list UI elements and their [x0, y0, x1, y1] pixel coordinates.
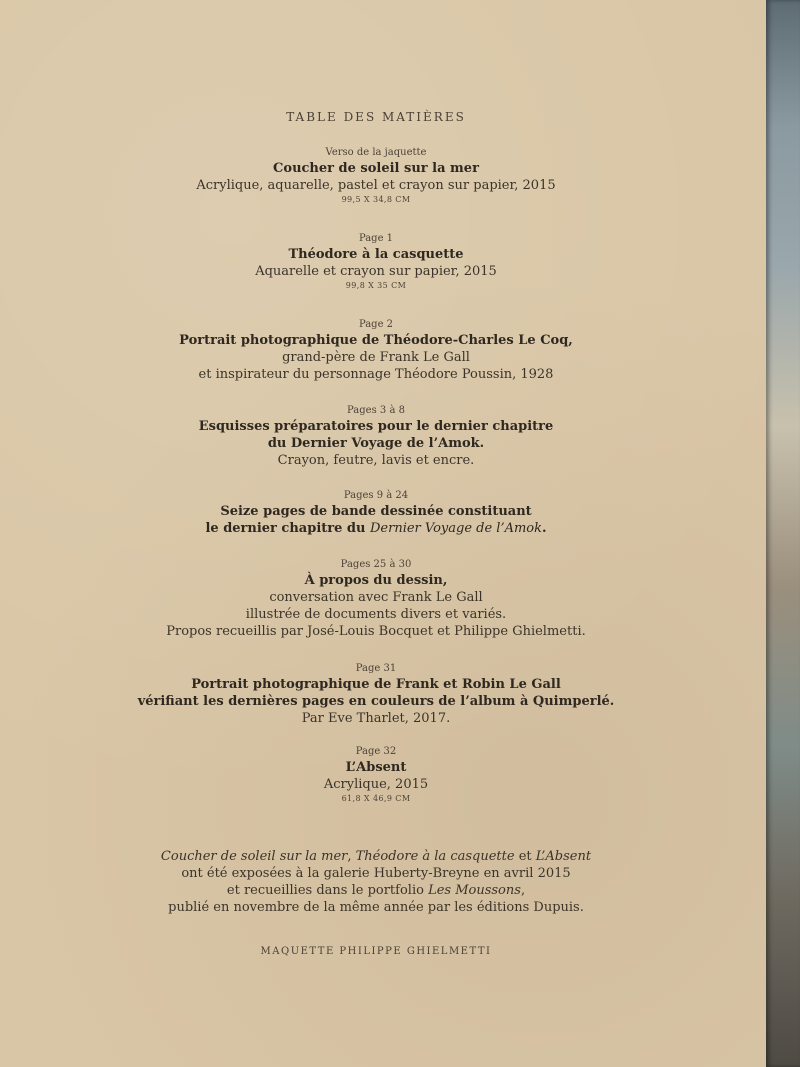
entry-page-label: Pages 3 à 8	[347, 405, 405, 416]
toc-entry	[0, 558, 752, 640]
entry-description: conversation avec Frank Le Gall	[269, 590, 483, 605]
entry-page-label: Page 2	[358, 319, 394, 330]
entry-description: grand-père de Frank Le Gall	[282, 350, 470, 365]
entry-dimensions: 61,8 X 46,9 CM	[341, 794, 411, 803]
entry-description: Aquarelle et crayon sur papier, 2015	[255, 264, 497, 279]
entry-title	[0, 520, 752, 537]
entry-title: Théodore à la casquette	[288, 247, 464, 262]
entry-title: L’Absent	[345, 760, 407, 775]
credits-paragraph	[0, 848, 752, 916]
entry-title: Esquisses préparatoires pour le dernier chapitre	[198, 419, 554, 434]
toc-entry	[0, 404, 752, 469]
credits-line	[0, 882, 752, 899]
entry-title-italic: Dernier Voyage de l’Amok	[369, 521, 543, 536]
toc-entry	[0, 745, 752, 805]
entry-title: du Dernier Voyage de l’Amok.	[267, 436, 485, 451]
entry-description: Acrylique, 2015	[323, 777, 429, 792]
toc-entry	[0, 146, 752, 206]
artwork-title: Coucher de soleil sur la mer	[160, 849, 348, 864]
layout-credit: MAQUETTE PHILIPPE GHIELMETTI	[260, 946, 492, 957]
entry-page-label: Page 1	[358, 233, 394, 244]
credits-text: et	[514, 849, 536, 864]
entry-page-label: Page 31	[355, 663, 397, 674]
entry-description: illustrée de documents divers et variés.	[245, 607, 507, 622]
entry-page-label: Verso de la jaquette	[325, 147, 427, 158]
entry-title: Coucher de soleil sur la mer	[273, 161, 479, 176]
entry-title: À propos du dessin,	[304, 573, 448, 588]
entry-page-label: Page 32	[355, 746, 397, 757]
toc-entry	[0, 232, 752, 292]
credits-text: et recueillies dans le portfolio	[226, 883, 429, 898]
entry-dimensions: 99,5 X 34,8 CM	[341, 195, 411, 204]
toc-entry	[0, 318, 752, 383]
entry-title: vérifiant les dernières pages en couleurs de l’album à Quimperlé.	[137, 694, 615, 709]
toc-entry	[0, 489, 752, 537]
entry-title: Portrait photographique de Théodore-Charles Le Coq,	[179, 333, 573, 348]
entry-description: Crayon, feutre, lavis et encre.	[277, 453, 475, 468]
entry-title: Seize pages de bande dessinée constituant	[220, 504, 532, 519]
entry-page-label: Pages 9 à 24	[343, 490, 409, 501]
entry-title-text: le dernier chapitre du	[205, 521, 370, 536]
credits-text: ,	[520, 883, 526, 898]
credits-text: ,	[347, 849, 356, 864]
credits-line: publié en novembre de la même année par les éditions Dupuis.	[168, 900, 584, 915]
entry-description: Par Eve Tharlet, 2017.	[301, 711, 451, 726]
toc-heading: TABLE DES MATIÈRES	[286, 110, 466, 124]
toc-entry	[0, 662, 752, 727]
entry-title: Portrait photographique de Frank et Robin Le Gall	[191, 677, 561, 692]
entry-description: et inspirateur du personnage Théodore Poussin, 1928	[198, 367, 554, 382]
entry-description: Acrylique, aquarelle, pastel et crayon sur papier, 2015	[196, 178, 556, 193]
entry-page-label: Pages 25 à 30	[340, 559, 412, 570]
cover-artwork-edge	[766, 0, 800, 1067]
credits-line: ont été exposées à la galerie Huberty-Breyne en avril 2015	[181, 866, 571, 881]
entry-dimensions: 99,8 X 35 CM	[345, 281, 407, 290]
entry-title-text: .	[542, 521, 547, 536]
credits-line	[0, 848, 752, 865]
portfolio-title: Les Moussons	[428, 883, 521, 898]
artwork-title: L’Absent	[535, 849, 592, 864]
artwork-title: Théodore à la casquette	[355, 849, 515, 864]
entry-description: Propos recueillis par José-Louis Bocquet et Philippe Ghielmetti.	[166, 624, 586, 639]
